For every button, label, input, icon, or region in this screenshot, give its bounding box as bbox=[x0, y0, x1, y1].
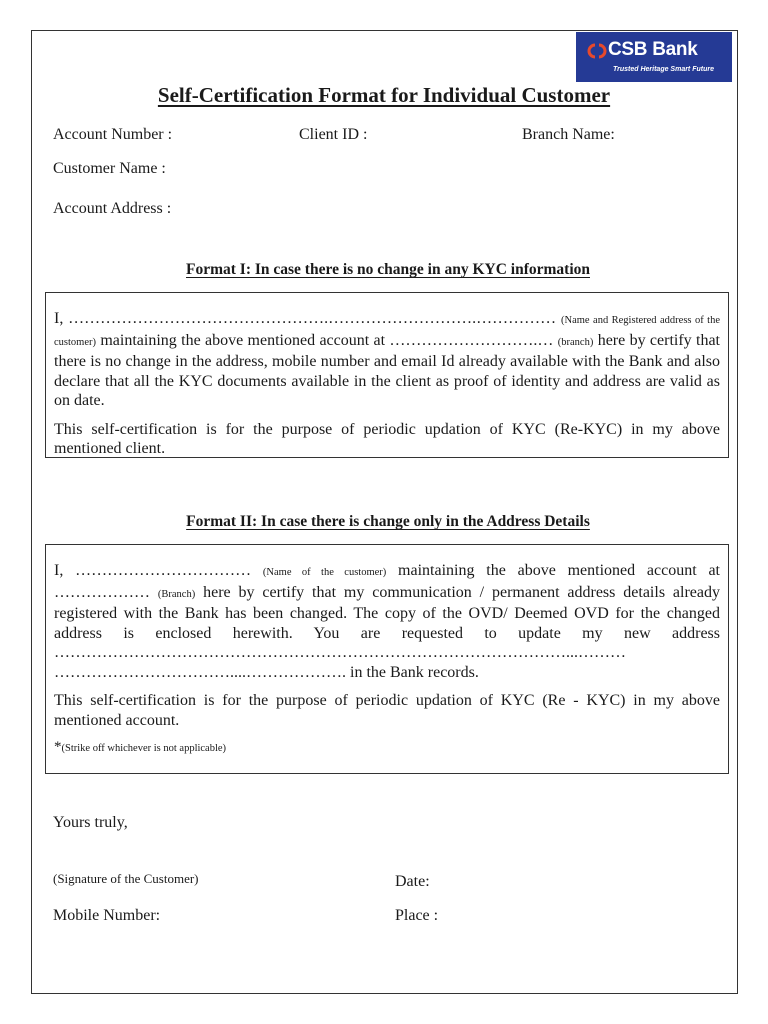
format1-declaration: I, ………………………………………….……………………….…………… (Name and Registered address of the customer) maintaining the above mentioned account at ……………………….… (branch) here by certify that there is no change in the address, mobile number and email Id already available with the Bank and also declare that all the KYC documents available in the client as proof of identity and address are valid as on date. bbox=[54, 310, 720, 409]
format2-box bbox=[45, 544, 729, 774]
format1-box bbox=[45, 292, 729, 458]
format2-heading: Format II: In case there is change only in the Address Details bbox=[186, 513, 590, 530]
logo-tagline: Trusted Heritage Smart Future bbox=[612, 66, 714, 73]
signature-label: (Signature of the Customer) bbox=[53, 871, 199, 886]
format2-declaration: I, …………………………… (Name of the customer) maintaining the above mentioned account at ……………… (Branch) here by certify that my communication / permanent address details already registered with the Bank has been changed. The copy of the OVD/ Deemed OVD for the changed address is enclosed herewith. You are requested to update my new address ……………………………………………………………………………………...……… ……………………………....………………. in the Bank records. bbox=[54, 562, 721, 681]
csb-bank-logo bbox=[576, 32, 732, 82]
format1-heading: Format I: In case there is no change in any KYC information bbox=[186, 261, 590, 278]
customer-name-label: Customer Name : bbox=[53, 160, 166, 177]
place-label: Place : bbox=[395, 907, 439, 924]
bank-logo-icon bbox=[586, 42, 608, 60]
mobile-number-label: Mobile Number: bbox=[53, 907, 161, 924]
account-address-label: Account Address : bbox=[53, 200, 172, 217]
page-title: Self-Certification Format for Individual Customer bbox=[157, 83, 611, 107]
client-id-label: Client ID : bbox=[299, 126, 368, 143]
account-number-label: Account Number : bbox=[53, 126, 173, 143]
logo-name: CSB Bank bbox=[608, 39, 698, 60]
format1-purpose: This self-certification is for the purpose of periodic updation of KYC (Re-KYC) in my above mentioned client. bbox=[54, 420, 720, 457]
date-label: Date: bbox=[395, 873, 430, 890]
closing-text: Yours truly, bbox=[53, 814, 128, 831]
format2-purpose: This self-certification is for the purpose of periodic updation of KYC (Re - KYC) in my above mentioned account. bbox=[54, 692, 720, 729]
strike-off-note: *(Strike off whichever is not applicable) bbox=[54, 739, 227, 755]
branch-name-label: Branch Name: bbox=[522, 126, 615, 143]
